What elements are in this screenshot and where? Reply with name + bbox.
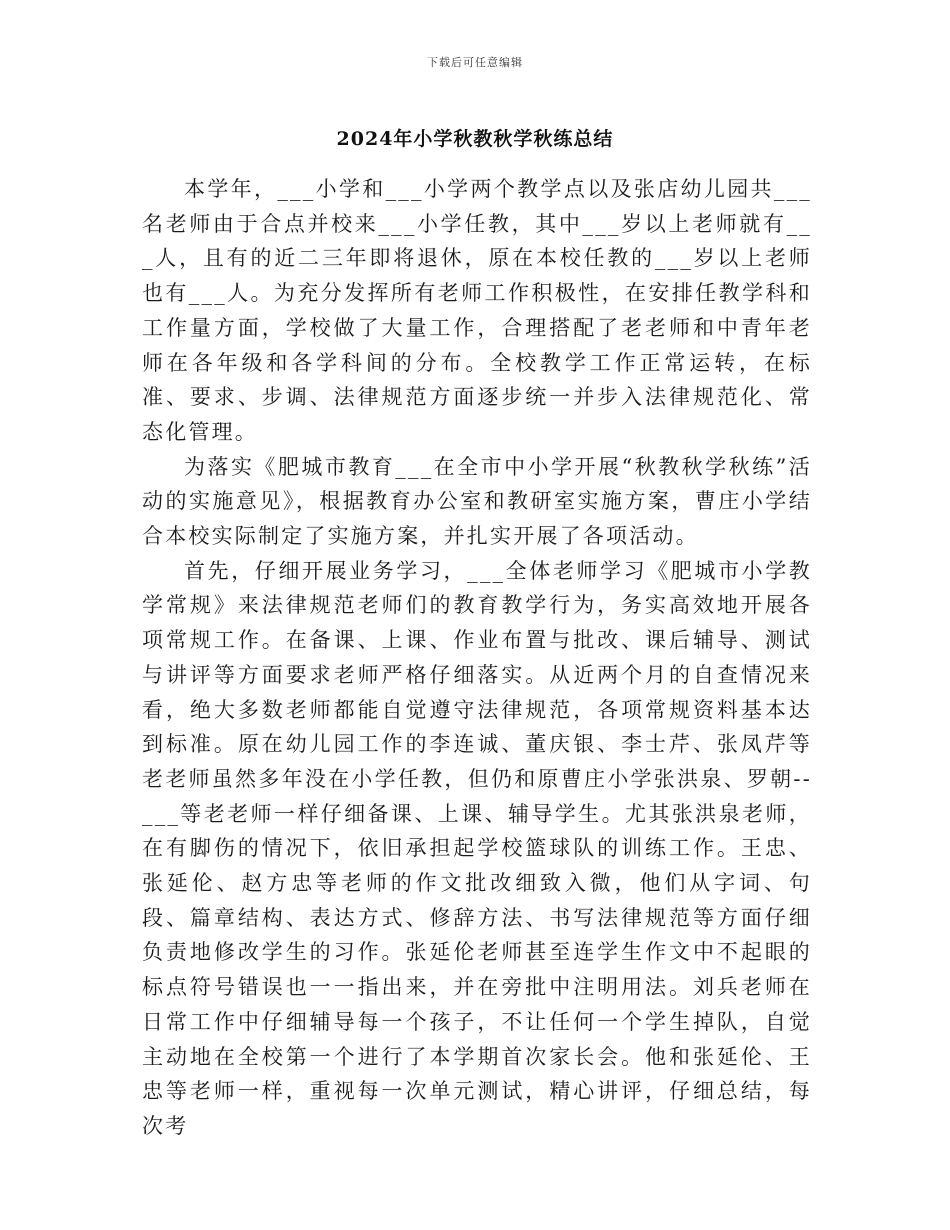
document-body <box>142 172 812 1144</box>
paragraph: 首先，仔细开展业务学习，___全体老师学习《肥城市小学教学常规》来法律规范老师们的教育教学行为，务实高效地开展各项常规工作。在备课、上课、作业布置与批改、课后辅导、测试与讲评等方面要求老师严格仔细落实。从近两个月的自查情况来看，绝大多数老师都能自觉遵守法律规范，各项常规资料基本达到标准。原在幼儿园工作的李连诚、董庆银、李士芹、张凤芹等老老师虽然多年没在小学任教，但仍和原曹庄小学张洪泉、罗朝--___等老老师一样仔细备课、上课、辅导学生。尤其张洪泉老师，在有脚伤的情况下，依旧承担起学校篮球队的训练工作。王忠、张延伦、赵方忠等老师的作文批改细致入微，他们从字词、句段、篇章结构、表达方式、修辞方法、书写法律规范等方面仔细负责地修改学生的习作。张延伦老师甚至连学生作文中不起眼的标点符号错误也一一指出来，并在旁批中注明用法。刘兵老师在日常工作中仔细辅导每一个孩子，不让任何一个学生掉队，自觉主动地在全校第一个进行了本学期首次家长会。他和张延伦、王忠等老师一样，重视每一次单元测试，精心讲评，仔细总结，每次考 <box>142 558 812 1138</box>
paragraph: 为落实《肥城市教育___在全市中小学开展“秋教秋学秋练”活动的实施意见》，根据教育办公室和教研室实施方案，曹庄小学结合本校实际制定了实施方案，并扎实开展了各项活动。 <box>142 454 812 549</box>
header-note: 下载后可任意编辑 <box>427 56 523 69</box>
document-title: 2024年小学秋教秋学秋练总结 <box>336 128 614 150</box>
paragraph: 本学年，___小学和___小学两个教学点以及张店幼儿园共___名老师由于合点并校来___小学任教，其中___岁以上老师就有___人，且有的近二三年即将退休，原在本校任教的___岁以上老师也有___人。为充分发挥所有老师工作积极性，在安排任教学科和工作量方面，学校做了大量工作，合理搭配了老老师和中青年老师在各年级和各学科间的分布。全校教学工作正常运转，在标准、要求、步调、法律规范方面逐步统一并步入法律规范化、常态化管理。 <box>142 177 812 444</box>
